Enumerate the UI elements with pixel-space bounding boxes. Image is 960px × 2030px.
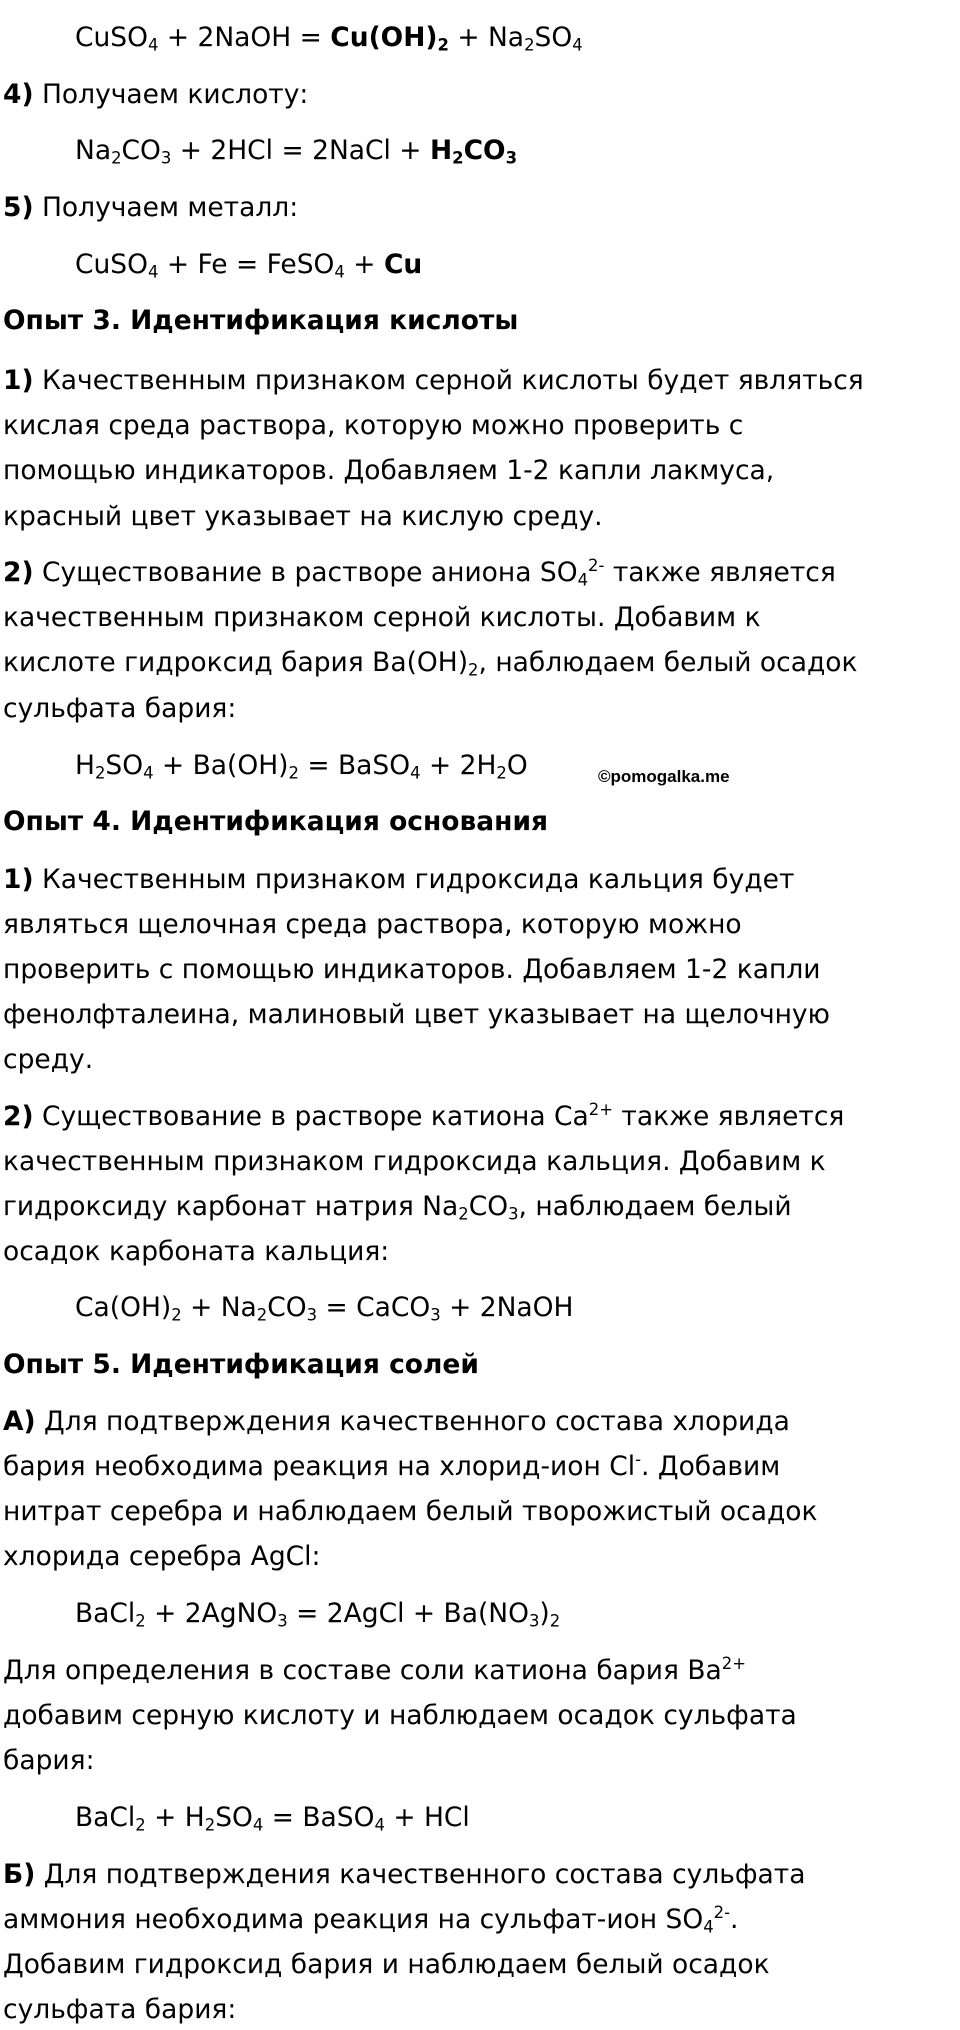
equation-cuso4-fe: CuSO$_4$ + Fe = FeSO$_4$ + Cu <box>75 249 423 282</box>
heading-opyt-5: Опыт 5. Идентификация солей <box>3 1349 479 1380</box>
paragraph-line: 2) Существование в растворе катиона $Ca^{2+}$ также является <box>3 1099 845 1132</box>
paragraph-line: хлорида серебра AgCl: <box>3 1541 321 1572</box>
paragraph-line: сульфата бария: <box>3 693 237 724</box>
step-5-line: 5) Получаем металл: <box>3 192 299 223</box>
equation-h2so4-baoh2: $H_2SO_4 + Ba(OH)_2$ = BaSO$_4$ + $2H_2O$ <box>75 750 528 783</box>
paragraph-line: проверить с помощью индикаторов. Добавляем 1-2 капли <box>3 954 821 985</box>
paragraph-line: качественным признаком серной кислоты. Добавим к <box>3 602 761 633</box>
paragraph-line: гидроксиду карбонат натрия $Na_2CO_3$, наблюдаем белый <box>3 1191 792 1224</box>
paragraph-line: Б) Для подтверждения качественного состава сульфата <box>3 1859 806 1890</box>
equation-caoh2-na2co3: $Ca(OH)_2 + Na_2CO_3$ = CaCO$_3$ + 2NaOH <box>75 1292 574 1325</box>
paragraph-line: сульфата бария: <box>3 1994 237 2025</box>
paragraph-line: помощью индикаторов. Добавляем 1-2 капли лакмуса, <box>3 455 775 486</box>
paragraph-line: 1) Качественным признаком гидроксида кальция будет <box>3 864 795 895</box>
paragraph-line: кислая среда раствора, которую можно проверить с <box>3 410 744 441</box>
paragraph-line: среду. <box>3 1044 94 1075</box>
paragraph-line: Для определения в составе соли катиона бария $Ba^{2+}$ <box>3 1653 746 1686</box>
paragraph-line: Добавим гидроксид бария и наблюдаем белый осадок <box>3 1949 770 1980</box>
paragraph-line: осадок карбоната кальция: <box>3 1236 390 1267</box>
paragraph-line: бария: <box>3 1745 95 1776</box>
watermark: ©pomogalka.me <box>598 767 730 786</box>
step-4-line: 4) Получаем кислоту: <box>3 79 309 110</box>
paragraph-line: добавим серную кислоту и наблюдаем осадок сульфата <box>3 1700 797 1731</box>
paragraph-line: фенолфталеина, малиновый цвет указывает на щелочную <box>3 999 830 1030</box>
paragraph-line: бария необходима реакция на хлорид-ион Cl-. Добавим <box>3 1449 781 1482</box>
equation-bacl2-h2so4: BaCl$_2$ + $H_2SO_4$ = BaSO$_4$ + HCl <box>75 1802 470 1835</box>
paragraph-line: А) Для подтверждения качественного состава хлорида <box>3 1406 790 1437</box>
paragraph-line: являться щелочная среда раствора, которую можно <box>3 909 742 940</box>
paragraph-line: красный цвет указывает на кислую среду. <box>3 501 603 532</box>
paragraph-line: кислоте гидроксид бария $Ba(OH)_2$, наблюдаем белый осадок <box>3 647 858 680</box>
paragraph-line: аммония необходима реакция на сульфат-ион $SO_4^{2-}$. <box>3 1902 739 1937</box>
equation-cuso4-naoh: CuSO$_4$ + 2NaOH = $Cu(OH)_2 + Na_2SO_4$ <box>75 22 583 55</box>
equation-na2co3-hcl: $Na_2CO_3 + 2HCl$ = 2NaCl + $H_2CO_3$ <box>75 135 517 168</box>
paragraph-line: 2) Существование в растворе аниона $SO_4^{2-}$ также является <box>3 555 836 590</box>
paragraph-line: 1) Качественным признаком серной кислоты будет являться <box>3 365 864 396</box>
paragraph-line: качественным признаком гидроксида кальция. Добавим к <box>3 1146 826 1177</box>
heading-opyt-4: Опыт 4. Идентификация основания <box>3 806 549 837</box>
equation-bacl2-agno3: BaCl$_2$ + 2AgNO$_3$ = 2AgCl + $Ba(NO_3)_2$ <box>75 1598 561 1631</box>
paragraph-line: нитрат серебра и наблюдаем белый творожистый осадок <box>3 1496 818 1527</box>
heading-opyt-3: Опыт 3. Идентификация кислоты <box>3 305 519 336</box>
